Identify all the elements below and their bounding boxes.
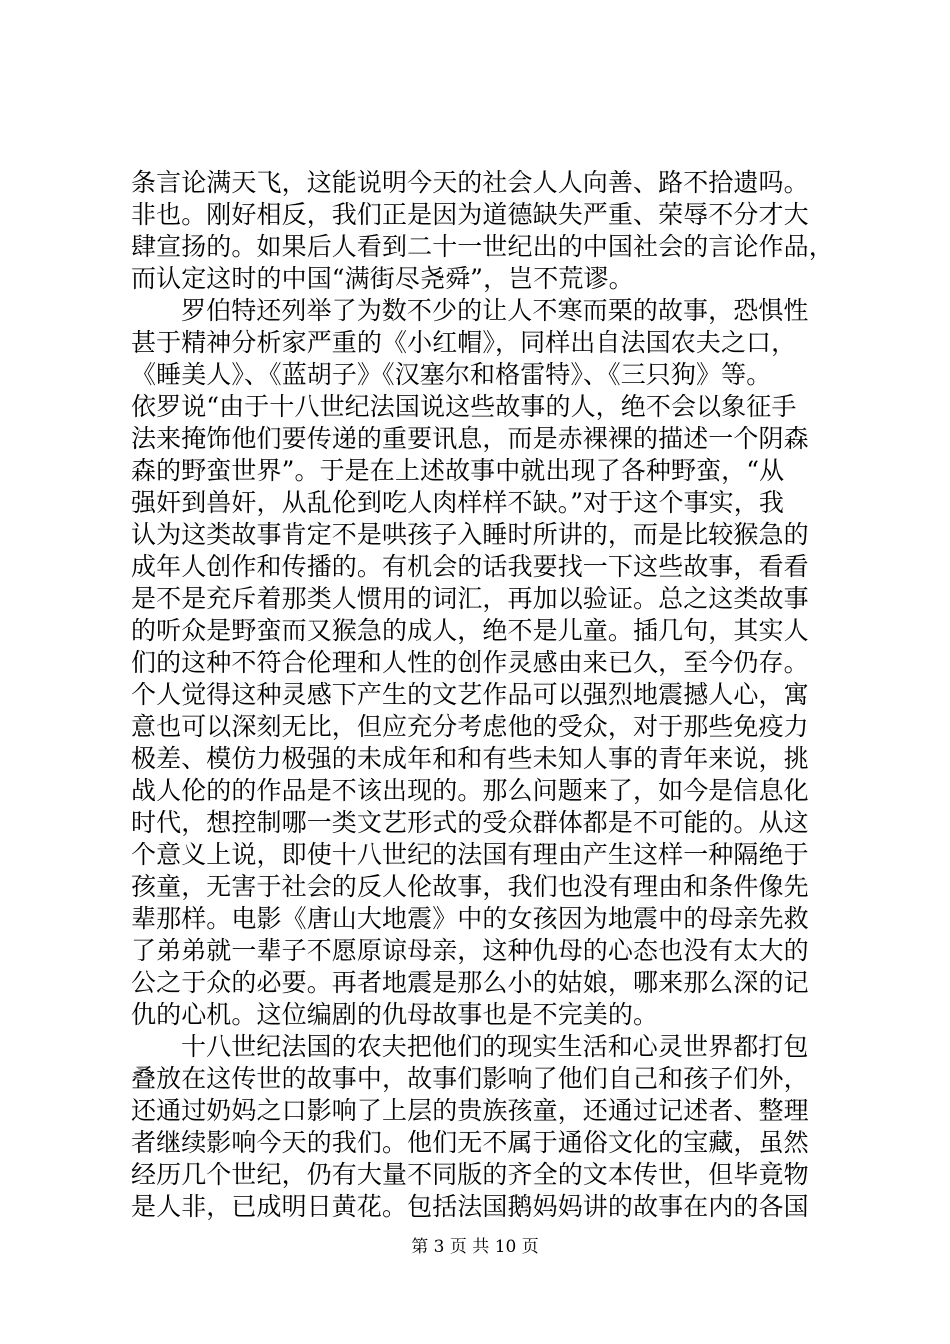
text-line: 孩童，无害于社会的反人伦故事，我们也没有理由和条件像先 <box>131 872 809 901</box>
document-body <box>131 167 834 1223</box>
text-line: 经历几个世纪，仍有大量不同版的齐全的文本传世，但毕竟物 <box>131 1160 809 1189</box>
page-footer: 第 3 页 共 10 页 <box>411 1237 539 1257</box>
paragraph-first-line: 罗伯特还列举了为数不少的让人不寒而栗的故事，恐惧性 <box>181 296 809 325</box>
text-line: 个意义上说，即使十八世纪的法国有理由产生这样一种隔绝于 <box>131 840 809 869</box>
text-line: 依罗说“由于十八世纪法国说这些故事的人，绝不会以象征手 <box>131 392 797 421</box>
text-line: 森的野蛮世界”。于是在上述故事中就出现了各种野蛮，“从 <box>131 456 785 485</box>
text-line: 还通过奶妈之口影响了上层的贵族孩童，还通过记述者、整理 <box>131 1096 809 1125</box>
text-line: 法来掩饰他们要传递的重要讯息，而是赤裸裸的描述一个阴森 <box>131 424 809 453</box>
text-line: 辈那样。电影《唐山大地震》中的女孩因为地震中的母亲先救 <box>131 904 809 933</box>
text-line: 是人非，已成明日黄花。包括法国鹅妈妈讲的故事在内的各国 <box>131 1192 809 1221</box>
text-line: 的听众是野蛮而又猴急的成人，绝不是儿童。插几句，其实人 <box>131 616 809 645</box>
text-line: 成年人创作和传播的。有机会的话我要找一下这些故事，看看 <box>131 552 809 581</box>
text-line: 们的这种不符合伦理和人性的创作灵感由来已久，至今仍存。 <box>131 648 809 677</box>
text-line: 强奸到兽奸，从乱伦到吃人肉样样不缺。”对于这个事实，我 <box>131 488 784 517</box>
text-line: 公之于众的必要。再者地震是那么小的姑娘，哪来那么深的记 <box>131 968 809 997</box>
text-line: 极差、模仿力极强的未成年和和有些未知人事的青年来说，挑 <box>131 744 809 773</box>
text-line: 个人觉得这种灵感下产生的文艺作品可以强烈地震撼人心，寓 <box>131 680 809 709</box>
text-line: 叠放在这传世的故事中，故事们影响了他们自己和孩子们外， <box>131 1064 809 1093</box>
text-line: 意也可以深刻无比，但应充分考虑他的受众，对于那些免疫力 <box>131 712 809 741</box>
paragraph-first-line: 十八世纪法国的农夫把他们的现实生活和心灵世界都打包 <box>181 1032 809 1061</box>
text-line: 甚于精神分析家严重的《小红帽》，同样出自法国农夫之口， <box>131 328 797 357</box>
text-line: 战人伦的的作品是不该出现的。那么问题来了，如今是信息化 <box>131 776 809 805</box>
text-line: 者继续影响今天的我们。他们无不属于通俗文化的宝藏，虽然 <box>131 1128 809 1157</box>
text-line: 是不是充斥着那类人惯用的词汇，再加以验证。总之这类故事 <box>131 584 809 613</box>
text-line: 《睡美人》、《蓝胡子》《汉塞尔和格雷特》、《三只狗》等。 <box>131 360 772 389</box>
text-line: 认为这类故事肯定不是哄孩子入睡时所讲的，而是比较猴急的 <box>131 520 809 549</box>
text-line: 而认定这时的中国“满街尽尧舜”，岂不荒谬。 <box>131 264 634 293</box>
text-line: 条言论满天飞，这能说明今天的社会人人向善、路不拾遗吗。 <box>131 168 809 197</box>
text-line: 肆宣扬的。如果后人看到二十一世纪出的中国社会的言论作品， <box>131 232 834 261</box>
text-line: 时代，想控制哪一类文艺形式的受众群体都是不可能的。从这 <box>131 808 809 837</box>
text-line: 非也。刚好相反，我们正是因为道德缺失严重、荣辱不分才大 <box>131 200 809 229</box>
text-line: 仇的心机。这位编剧的仇母故事也是不完美的。 <box>131 1000 659 1029</box>
text-line: 了弟弟就一辈子不愿原谅母亲，这种仇母的心态也没有太大的 <box>131 936 809 965</box>
